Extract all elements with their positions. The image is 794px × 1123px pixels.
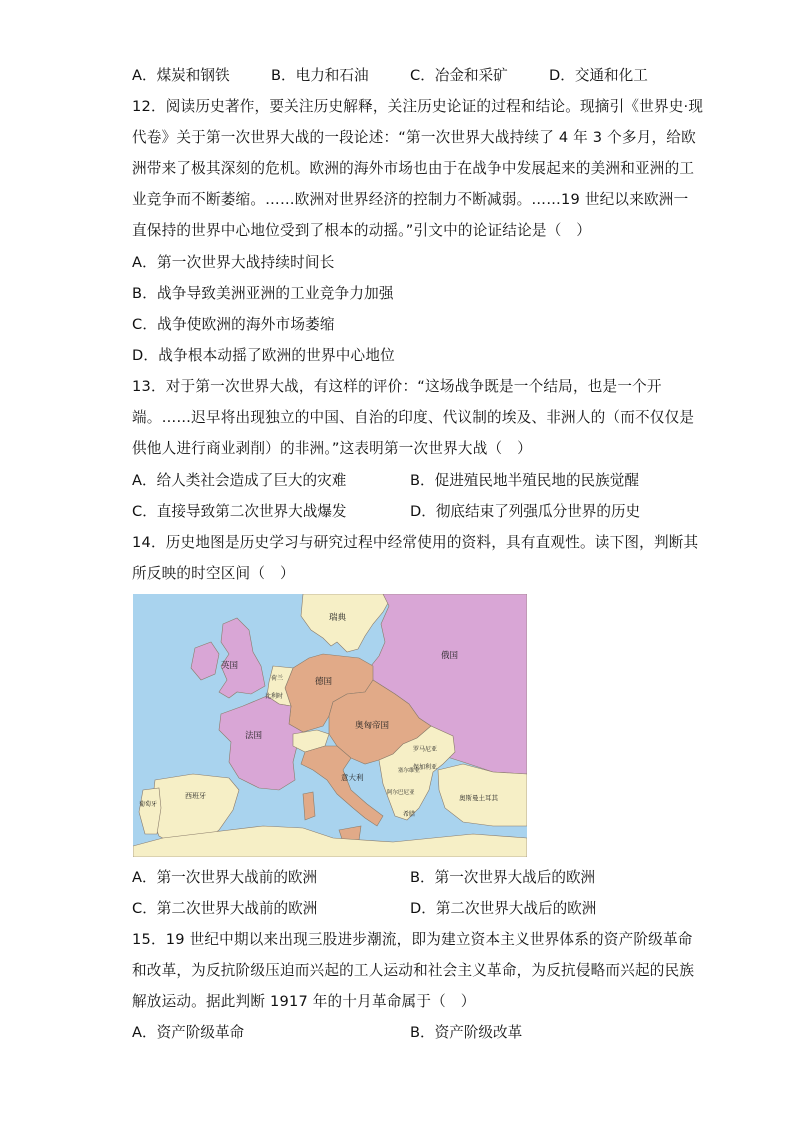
label-sweden: 瑞典 — [329, 613, 347, 623]
q13-stem-line: 13．对于第一次世界大战，有这样的评价：“这场战争既是一个结局，也是一个开 — [132, 378, 662, 395]
q15-stem-line: 解放运动。据此判断 1917 年的十月革命属于（ ） — [132, 993, 476, 1010]
q12-stem-line: 代卷》关于第一次世界大战的一段论述：“第一次世界大战持续了 4 年 3 个多月，给欧 — [132, 129, 696, 146]
q12-option-c[interactable]: C．战争使欧洲的海外市场萎缩 — [132, 316, 335, 333]
q15-option-a[interactable]: A．资产阶级革命 — [132, 1024, 245, 1041]
q12-stem-line: 直保持的世界中心地位受到了根本的动摇。”引文中的论证结论是（ ） — [132, 222, 592, 239]
label-britain: 英国 — [221, 661, 239, 671]
q12-stem-line: 12．阅读历史著作，要关注历史解释，关注历史论证的过程和结论。现摘引《世界史·现 — [132, 98, 704, 115]
label-portugal: 葡萄牙 — [139, 801, 158, 808]
label-spain: 西班牙 — [185, 792, 206, 800]
label-romania: 罗马尼亚 — [413, 746, 438, 753]
q14-option-d[interactable]: D．第二次世界大战后的欧洲 — [410, 900, 597, 917]
label-russia: 俄国 — [441, 651, 459, 661]
sardinia-region — [303, 792, 315, 820]
q14-stem-line: 14．历史地图是历史学习与研究过程中经常使用的资料，具有直观性。读下图，判断其 — [132, 534, 699, 551]
q14-option-a[interactable]: A．第一次世界大战前的欧洲 — [132, 869, 318, 886]
q13-option-c[interactable]: C．直接导致第二次世界大战爆发 — [132, 503, 347, 520]
q12-stem-line: 业竞争而不断萎缩。……欧洲对世界经济的控制力不断减弱。……19 世纪以来欧洲一 — [132, 191, 689, 208]
label-austria-hungary: 奥匈帝国 — [355, 721, 390, 731]
q14-stem-line: 所反映的时空区间（ ） — [132, 565, 295, 582]
q11-option-a[interactable]: A．煤炭和钢铁 — [132, 67, 230, 84]
q13-option-a[interactable]: A．给人类社会造成了巨大的灾难 — [132, 472, 347, 489]
q11-option-b[interactable]: B．电力和石油 — [271, 67, 369, 84]
q12-stem-line: 洲带来了极其深刻的危机。欧洲的海外市场也由于在战争中发展起来的美洲和亚洲的工 — [132, 160, 695, 177]
q15-stem-line: 15．19 世纪中期以来出现三股进步潮流，即为建立资本主义世界体系的资产阶级革命 — [132, 931, 693, 948]
label-greece: 希腊 — [403, 811, 416, 818]
label-france: 法国 — [245, 731, 263, 741]
q14-option-c[interactable]: C．第二次世界大战前的欧洲 — [132, 900, 318, 917]
q13-option-b[interactable]: B．促进殖民地半殖民地的民族觉醒 — [410, 472, 639, 489]
label-serbia: 塞尔维亚 — [398, 768, 421, 774]
q13-stem-line: 端。……迟早将出现独立的中国、自治的印度、代议制的埃及、非洲人的（而不仅仅是 — [132, 409, 695, 426]
label-bulgaria: 保加利亚 — [413, 764, 438, 771]
europe-map — [133, 594, 527, 857]
q12-option-a[interactable]: A．第一次世界大战持续时间长 — [132, 254, 335, 271]
q15-stem-line: 和改革，为反抗阶级压迫而兴起的工人运动和社会主义革命，为反抗侵略而兴起的民族 — [132, 962, 695, 979]
q12-option-b[interactable]: B．战争导致美洲亚洲的工业竞争力加强 — [132, 285, 394, 302]
q15-option-b[interactable]: B．资产阶级改革 — [410, 1024, 523, 1041]
q11-option-d[interactable]: D．交通和化工 — [549, 67, 648, 84]
label-albania: 阿尔巴尼亚 — [387, 790, 415, 796]
q12-option-d[interactable]: D．战争根本动摇了欧洲的世界中心地位 — [132, 347, 395, 364]
label-belgium: 比利时 — [265, 693, 284, 700]
q14-option-b[interactable]: B．第一次世界大战后的欧洲 — [410, 869, 596, 886]
q13-option-d[interactable]: D．彻底结束了列强瓜分世界的历史 — [410, 503, 641, 520]
label-ottoman: 奥斯曼土耳其 — [459, 794, 498, 802]
q11-option-c[interactable]: C．冶金和采矿 — [410, 67, 508, 84]
q13-stem-line: 供他人进行商业剥削）的非洲。”这表明第一次世界大战（ ） — [132, 440, 532, 457]
label-netherlands: 荷兰 — [271, 675, 284, 682]
label-italy: 意大利 — [341, 773, 364, 782]
label-germany: 德国 — [315, 677, 333, 687]
